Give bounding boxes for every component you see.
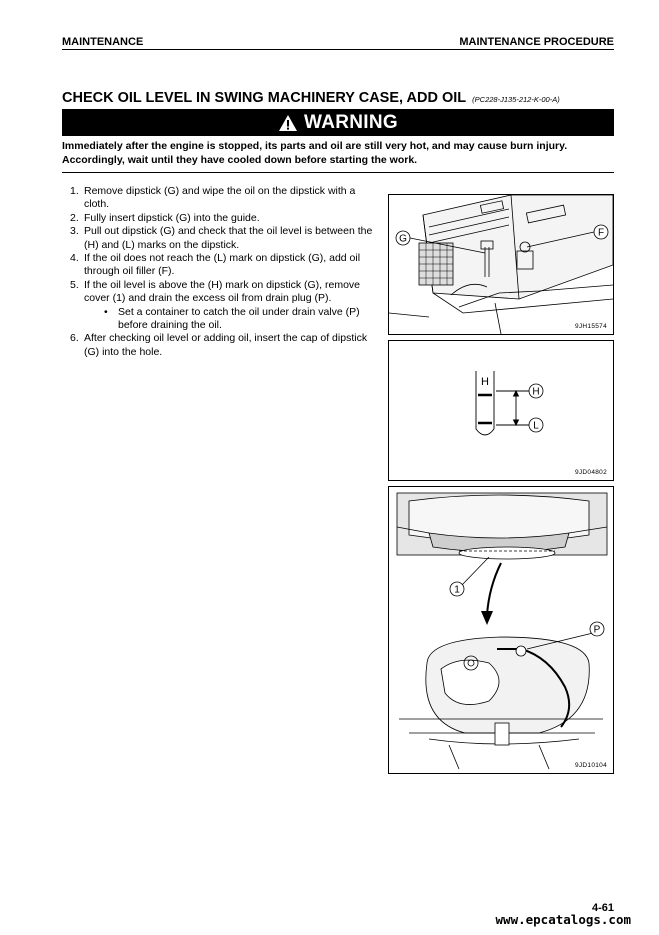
figure-code: 9JH15574 [574,323,607,330]
callout-g-label: G [399,233,407,245]
sub-note-text: Set a container to catch the oil under drain valve (P) before draining the oil. [118,305,360,332]
website-watermark: www.epcatalogs.com [495,912,631,927]
step-text: Pull out dipstick (G) and check that the oil level is between the (H) and (L) marks on the dipstick. [84,225,373,251]
step-number: 5. [70,278,79,291]
warning-label: WARNING [304,111,398,133]
step-number: 4. [70,252,79,265]
callout-l-group [529,418,543,432]
step-item [70,225,382,252]
header-chapter-label: MAINTENANCE PROCEDURE [459,36,614,48]
warning-triangle-icon [278,114,298,132]
step-item [70,185,382,212]
callout-p-label: P [593,624,601,636]
step-text: If the oil does not reach the (L) mark on dipstick (G), add oil through oil filler (F). [84,252,361,278]
callout-l-label: L [533,420,539,432]
callout-h-group [529,384,543,398]
step-sub-note [84,306,382,333]
section-code: (PC228-J135-212-K-00-A) [472,95,560,104]
callout-1-label: 1 [454,584,460,596]
figure-dipstick-location [388,194,614,335]
step-text: Fully insert dipstick (G) into the guide. [84,211,260,224]
section-title-text: CHECK OIL LEVEL IN SWING MACHINERY CASE, ADD OIL [62,90,467,106]
step-item [70,212,382,225]
figure-dipstick-marks [388,340,614,481]
dipstick-marks-drawing [389,341,613,480]
figure-drain-plug [388,486,614,774]
step-number: 1. [70,185,79,197]
procedure-steps [70,185,382,359]
page-number: 4-61 [591,902,614,914]
drain-plug-drawing [389,487,613,773]
warning-text: Immediately after the engine is stopped, its parts and oil are still very hot, and may cause burn injury. Accordingly, wait until they have cooled down before starting the work. [62,140,568,166]
step-number: 2. [70,211,79,224]
bullet-icon: • [104,305,108,318]
callout-f-label: F [597,227,605,239]
callout-h-label: H [532,386,540,398]
step-text: Remove dipstick (G) and wipe the oil on the dipstick with a cloth. [84,185,356,211]
step-number: 6. [70,332,79,345]
figure-code: 9JD04802 [574,469,607,476]
step-number: 3. [70,225,79,238]
section-title [62,90,560,106]
figure-code: 9JD10104 [574,762,607,769]
step-text: After checking oil level or adding oil, insert the cap of dipstick (G) into the hole. [84,332,368,358]
step-item [70,279,382,333]
warning-rule [62,172,614,173]
step-item [70,332,382,359]
warning-banner [62,109,614,136]
header-rule [62,49,614,50]
header-section-label: MAINTENANCE [62,36,144,48]
step-item [70,252,382,279]
step-text: If the oil level is above the (H) mark on dipstick (G), remove cover (1) and drain the excess oil from drain plug (P). [84,278,361,305]
dipstick-location-drawing [389,195,613,334]
callout-1-group [450,557,489,596]
dipstick-h-mark: H [481,376,489,388]
